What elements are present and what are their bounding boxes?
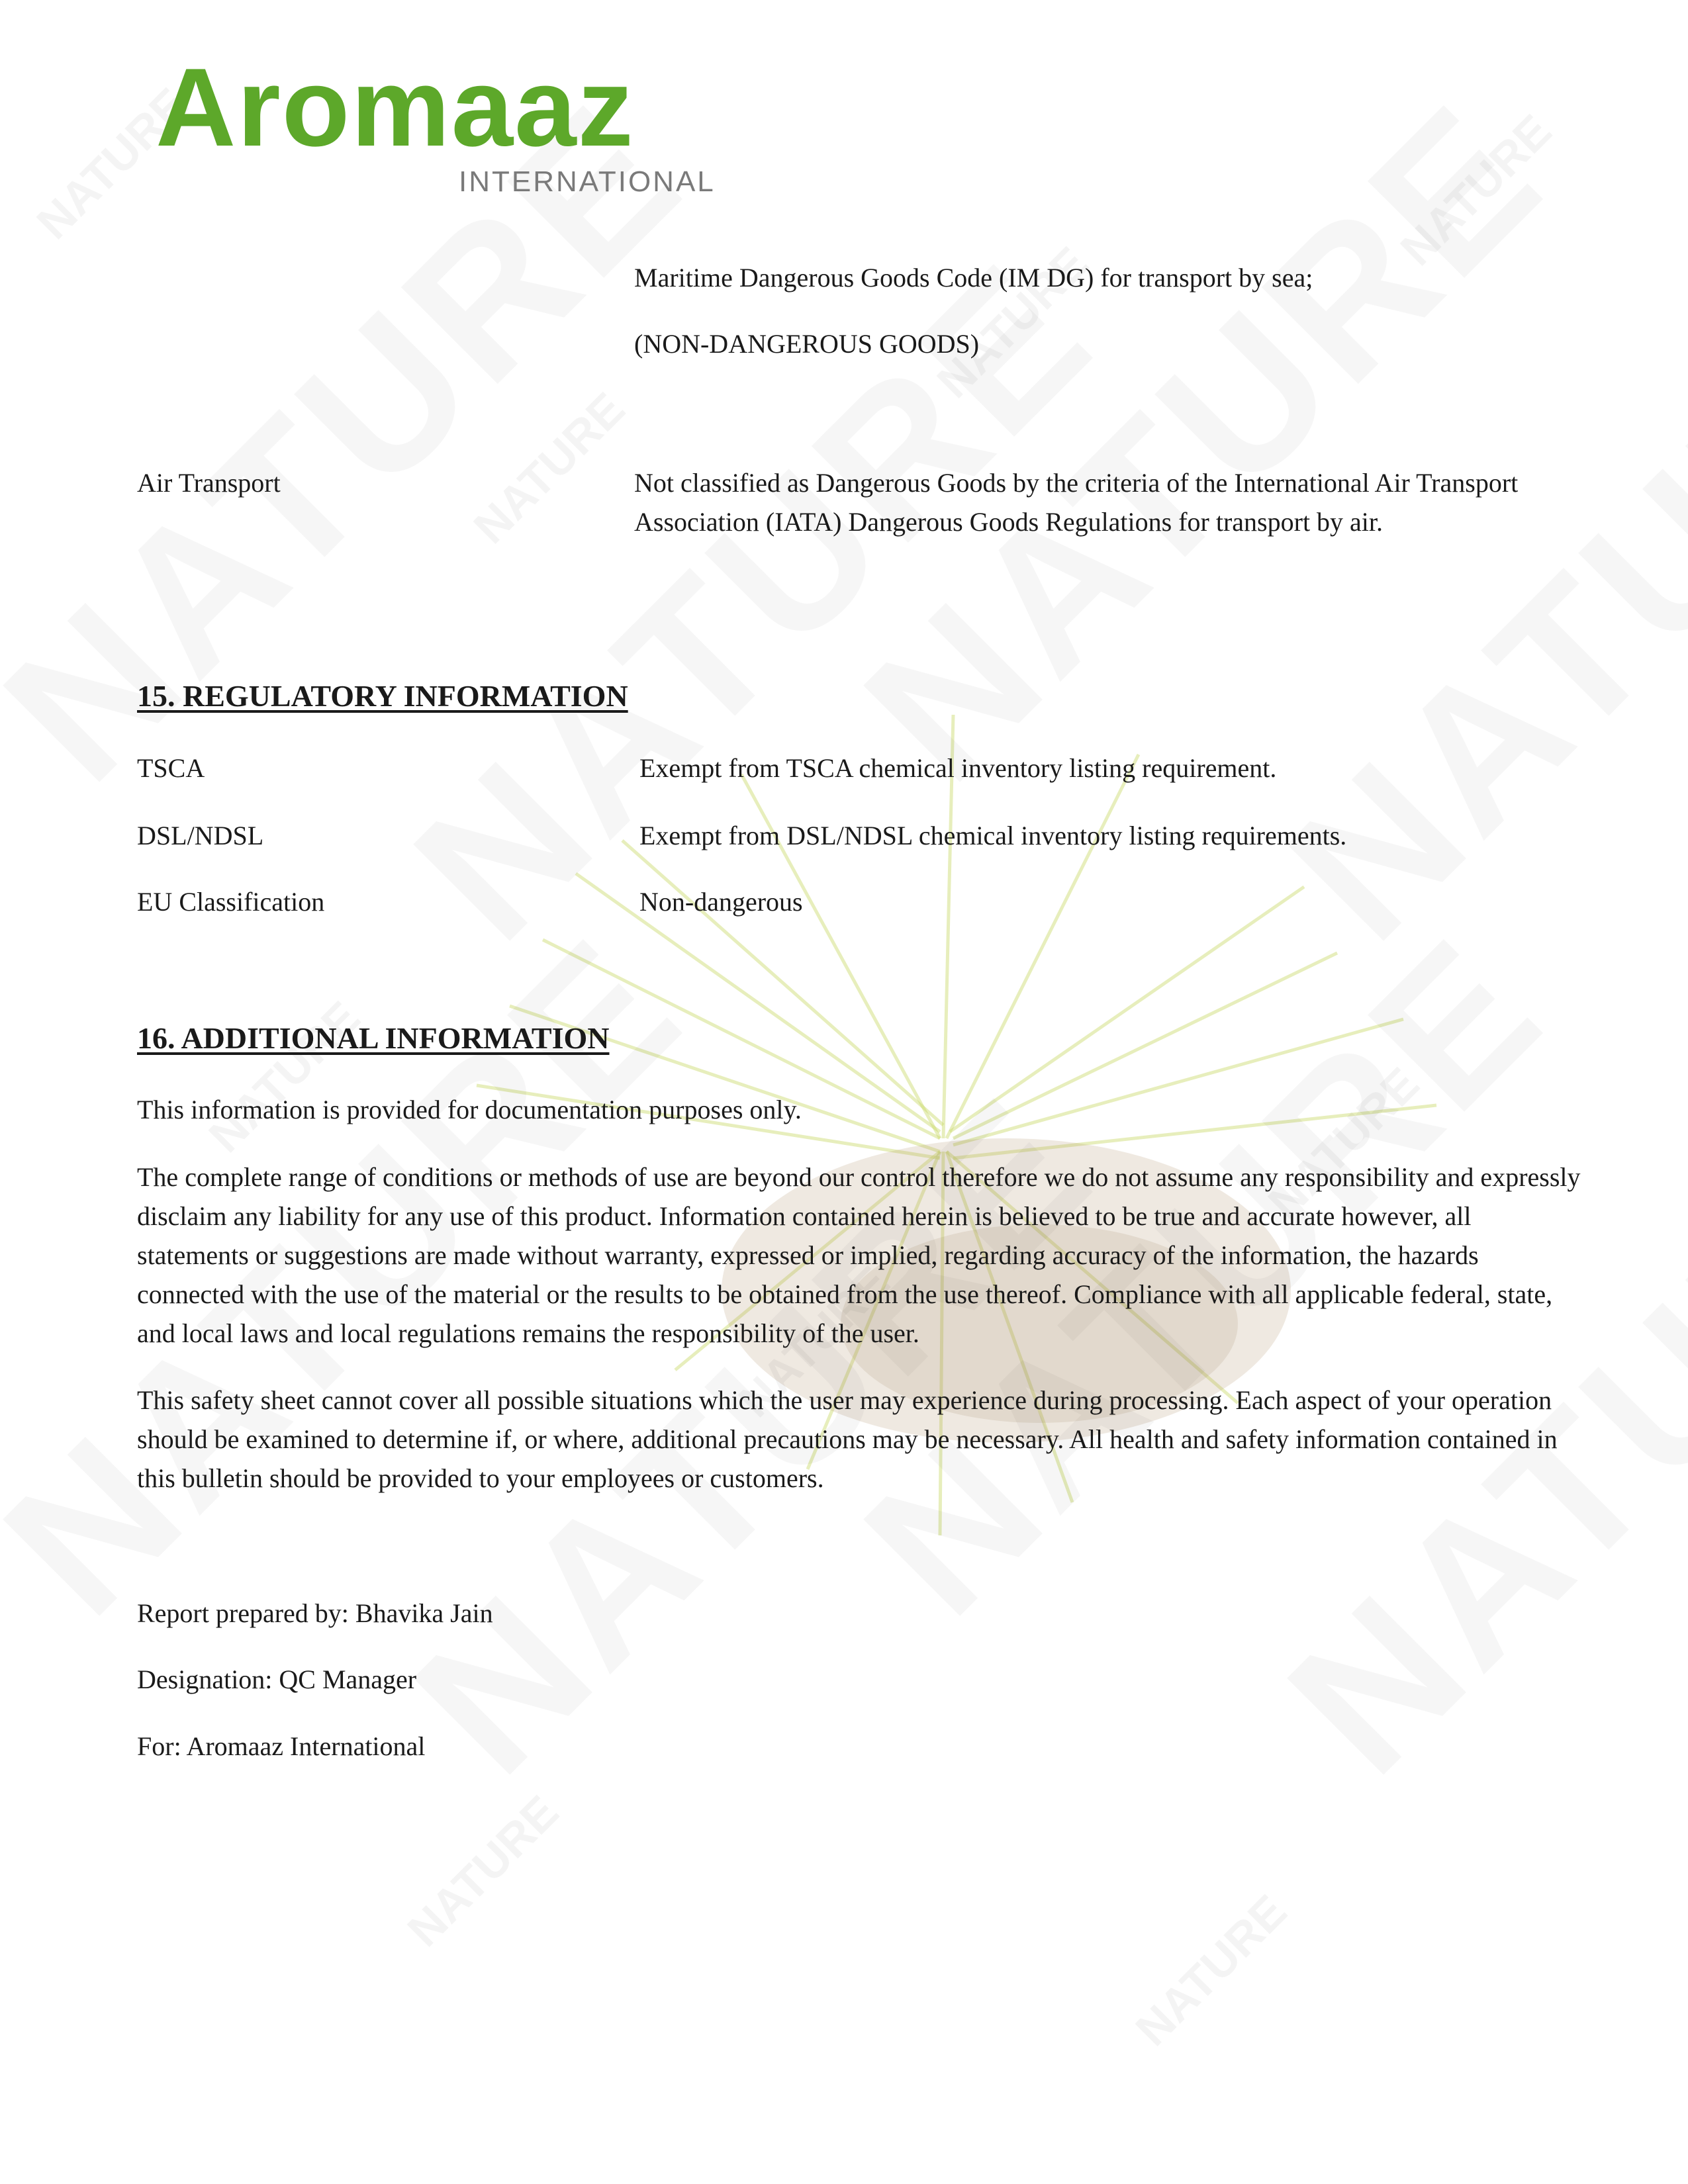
logo-subtitle: INTERNATIONAL [459, 165, 716, 198]
company-logo [156, 45, 738, 204]
regulatory-value: Exempt from TSCA chemical inventory listing requirement. [639, 753, 1277, 783]
watermark-word-small [199, 991, 370, 1162]
additional-info-paragraph: This information is provided for documentation purposes only. [137, 1095, 802, 1124]
disclaimer-paragraph: The complete range of conditions or methods of use are beyond our control therefore we do not assume any responsibility and expressly disclaim any liability for any use of this product. Information contained herein is believed to be true and accurate however, all statements or suggestions are made without warranty, expressed or implied, regarding accuracy of the information, the hazards connected with the use of the material or the results to be obtained from the use thereof. Compliance with all applicable federal, state, and local laws and local regulations remains the responsibility of the user. [137, 1162, 1581, 1348]
logo-brand-text: Aromaaz [156, 45, 635, 169]
sea-transport-line1: Maritime Dangerous Goods Code (IM DG) for transport by sea; [634, 263, 1313, 293]
watermark-word [821, 59, 1585, 823]
designation: Designation: QC Manager [137, 1664, 417, 1694]
watermark-word-small [397, 1785, 569, 1956]
air-transport-label: Air Transport [137, 468, 281, 498]
prepared-for: For: Aromaaz International [137, 1731, 426, 1761]
section-heading-regulatory: 15. REGULATORY INFORMATION [137, 679, 628, 713]
air-transport-text: Not classified as Dangerous Goods by the criteria of the International Air Transport Association (IATA) Dangerous Goods Regulations for transport by air. [634, 468, 1519, 537]
regulatory-label: EU Classification [137, 887, 325, 917]
regulatory-label: TSCA [137, 753, 205, 783]
regulatory-value: Non-dangerous [639, 887, 803, 917]
report-prepared-by: Report prepared by: Bhavika Jain [137, 1598, 493, 1628]
regulatory-value: Exempt from DSL/NDSL chemical inventory listing requirements. [639, 821, 1347, 850]
watermark-word-small [463, 382, 635, 553]
safety-sheet-paragraph: This safety sheet cannot cover all possible situations which the user may experience during processing. Each aspect of your operation should be examined to determine if, or where, additional precautions may be necessary. All health and safety information contained in this bulletin should be provided to your employees or customers. [137, 1385, 1558, 1493]
watermark-word-small [1390, 104, 1562, 275]
regulatory-label: DSL/NDSL [137, 821, 264, 850]
section-heading-additional: 16. ADDITIONAL INFORMATION [137, 1021, 610, 1055]
sea-transport-line2: (NON-DANGEROUS GOODS) [634, 329, 980, 359]
watermark-word-small [1125, 1884, 1297, 2056]
